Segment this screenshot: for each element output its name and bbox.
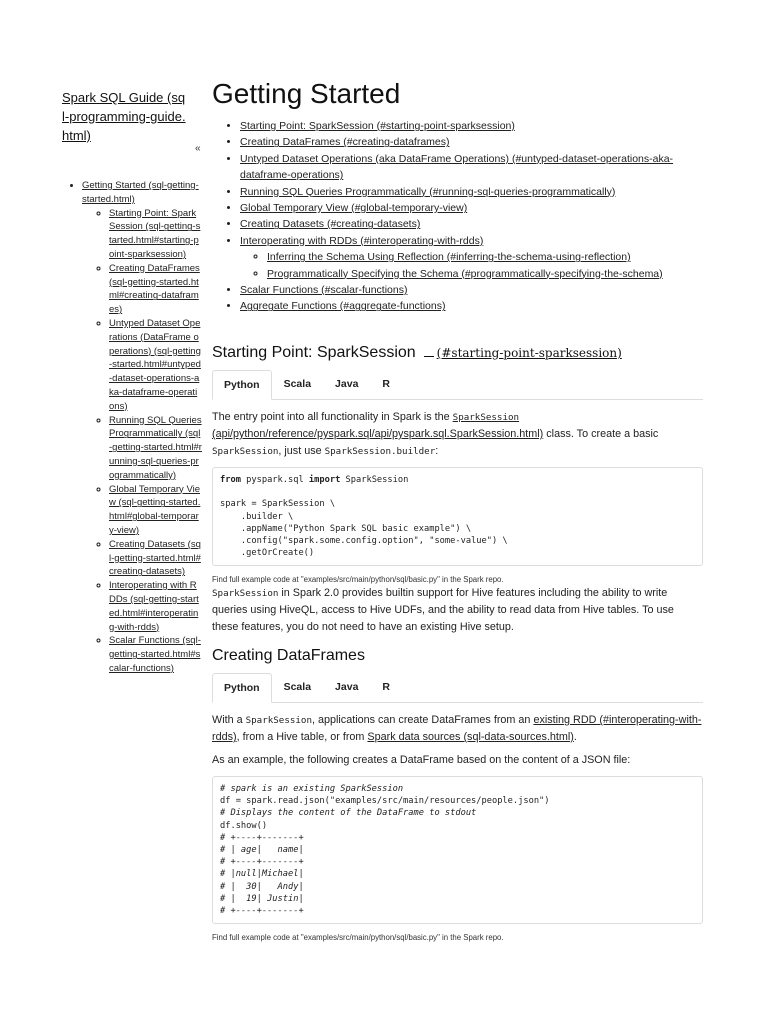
- text: :: [435, 445, 439, 457]
- page-toc-item: [240, 298, 703, 314]
- spark-sql-guide-link[interactable]: Spark SQL Guide (sql-programming-guide.html): [62, 90, 186, 143]
- example-source-note: Find full example code at "examples/src/main/python/sql/basic.py" in the Spark repo.: [212, 575, 504, 585]
- sidebar-link-creating-dataframes[interactable]: Creating DataFrames (sql-getting-started.html#creating-dataframes): [109, 262, 200, 316]
- link-text: (api/python/reference/pyspark.sql/api/pyspark.sql.SparkSession.html): [212, 428, 544, 440]
- page-toc-item: [240, 200, 703, 216]
- page-toc-item: [240, 134, 703, 150]
- sidebar-link-global-temp-view[interactable]: Global Temporary View (sql-getting-started.html#global-temporary-view): [109, 483, 201, 536]
- page-toc-item: [240, 233, 703, 282]
- sidebar-toc-subitem: [109, 262, 202, 317]
- page-toc-item: [240, 282, 703, 298]
- toc-link-aggregate-functions[interactable]: Aggregate Functions (#aggregate-functions): [240, 300, 446, 313]
- collapse-sidebar-icon[interactable]: «: [195, 143, 201, 154]
- tab-r[interactable]: R: [382, 681, 390, 693]
- inline-code: SparkSession: [452, 412, 520, 423]
- toc-link-untyped-operations[interactable]: Untyped Dataset Operations (aka DataFrame Operations) (#untyped-dataset-operations-aka-dataframe-operations): [240, 152, 674, 182]
- sidebar-toc-subitem: [109, 579, 202, 634]
- toc-link-programmatic-schema[interactable]: Programmatically Specifying the Schema (#programmatically-specifying-the-schema): [267, 267, 663, 280]
- tab-python[interactable]: Python: [212, 673, 272, 703]
- section-heading-text: Starting Point: SparkSession: [212, 344, 416, 361]
- sidebar-link-starting-point[interactable]: Starting Point: SparkSession (sql-getting-started.html#starting-point-sparksession): [109, 207, 201, 260]
- sidebar-toc-subitem: [109, 317, 202, 414]
- sidebar-toc-item: [82, 179, 202, 676]
- section-creating-dataframes: [212, 647, 703, 943]
- sidebar-toc: [62, 179, 202, 891]
- sidebar-link-getting-started[interactable]: Getting Started (sql-getting-started.html): [82, 180, 199, 205]
- text: , from a Hive table, or from: [236, 731, 368, 743]
- tab-r[interactable]: R: [382, 378, 390, 390]
- code-comment: # Displays the content of the DataFrame to stdout: [220, 808, 477, 819]
- section-heading-starting-point: [212, 344, 703, 362]
- page-toc-item: [240, 151, 703, 184]
- sidebar-link-scalar-functions[interactable]: Scalar Functions (sql-getting-started.html#scalar-functions): [109, 635, 201, 674]
- toc-link-creating-dataframes[interactable]: Creating DataFrames (#creating-dataframes): [240, 136, 450, 149]
- language-tabs: [212, 370, 703, 400]
- toc-link-creating-datasets[interactable]: Creating Datasets (#creating-datasets): [240, 218, 421, 231]
- text: .: [573, 731, 577, 743]
- sidebar-link-running-sql[interactable]: Running SQL Queries Programmatically (sql-getting-started.html#running-sql-queries-programmatically): [109, 414, 202, 481]
- inline-code: SparkSession: [245, 715, 312, 726]
- code-text: pyspark.sql: [240, 475, 309, 485]
- code-keyword: from: [220, 475, 241, 485]
- toc-link-scalar-functions[interactable]: Scalar Functions (#scalar-functions): [240, 284, 408, 297]
- code-text: spark = SparkSession \ .builder \ .appName("Python Spark SQL basic example") \ .config("spark.some.config.option", "some-value") \ .getOrCreate(): [220, 499, 508, 559]
- page-toc-item: [240, 118, 703, 134]
- data-sources-link[interactable]: Spark data sources (sql-data-sources.html): [367, 731, 574, 743]
- page-toc-item: [240, 184, 703, 200]
- text: With a: [212, 714, 246, 726]
- code-block-json-dataframe: [212, 776, 703, 924]
- page-toc-subitem: [267, 266, 703, 282]
- dataframes-paragraph: [212, 712, 703, 746]
- text: class. To create a basic: [543, 428, 659, 440]
- sidebar-toc-subitem: [109, 538, 202, 579]
- tab-python[interactable]: Python: [212, 370, 272, 400]
- code-block-sparksession: [212, 467, 703, 566]
- section-heading-creating-dataframes: Creating DataFrames: [212, 647, 365, 664]
- example-source-note: Find full example code at "examples/src/main/python/sql/basic.py" in the Spark repo.: [212, 933, 504, 943]
- inline-code: SparkSession.builder: [324, 446, 436, 457]
- text: The entry point into all functionality in Spark is the: [212, 411, 453, 423]
- code-text: SparkSession: [340, 475, 409, 485]
- intro-paragraph: [212, 409, 703, 460]
- tab-java[interactable]: Java: [335, 378, 359, 390]
- toc-link-global-temp-view[interactable]: Global Temporary View (#global-temporary-view): [240, 202, 468, 215]
- code-text: df = spark.read.json("examples/src/main/resources/people.json"): [220, 796, 550, 807]
- toc-link-running-sql[interactable]: Running SQL Queries Programmatically (#running-sql-queries-programmatically): [240, 185, 616, 198]
- sidebar-link-interoperating-rdds[interactable]: Interoperating with RDDs (sql-getting-started.html#interoperating-with-rdds): [109, 580, 199, 633]
- page-title: Getting Started: [212, 78, 401, 109]
- page-toc: [212, 118, 703, 315]
- toc-link-inferring-schema[interactable]: Inferring the Schema Using Reflection (#inferring-the-schema-using-reflection): [267, 251, 631, 264]
- sidebar-toc-subitem: [109, 634, 202, 675]
- json-example-paragraph: As an example, the following creates a DataFrame based on the content of a JSON file:: [212, 754, 631, 766]
- existing-rdd-link[interactable]: existing RDD (#interoperating-with-rdds): [212, 714, 702, 743]
- text: in Spark 2.0 provides builtin support for Hive features including the ability to write queries using HiveQL, access to Hive UDFs, and the ability to read data from Hive tables. To use these features, you do not need to have an existing Hive setup.: [212, 587, 674, 634]
- sidebar-link-creating-datasets[interactable]: Creating Datasets (sql-getting-started.html#creating-datasets): [109, 538, 201, 578]
- sidebar-toc-subitem: [109, 207, 202, 262]
- page-toc-item: [240, 216, 703, 232]
- anchor-underline: [424, 356, 434, 357]
- text: , applications can create DataFrames from an: [312, 714, 534, 726]
- section-starting-point: [212, 344, 703, 636]
- toc-link-interoperating-rdds[interactable]: Interoperating with RDDs (#interoperating-with-rdds): [240, 234, 484, 247]
- sidebar: [62, 88, 202, 891]
- sidebar-toc-subitem: [109, 483, 202, 538]
- text: , just use: [278, 445, 325, 457]
- code-keyword: import: [308, 475, 341, 485]
- heading-anchor-link[interactable]: [424, 346, 622, 360]
- code-text: df.show(): [220, 820, 268, 831]
- language-tabs: [212, 673, 703, 703]
- inline-code: SparkSession: [212, 588, 279, 600]
- hive-support-paragraph: [212, 585, 703, 636]
- sidebar-link-untyped-operations[interactable]: Untyped Dataset Operations (DataFrame operations) (sql-getting-started.html#untyped-dataset-operations-aka-dataframe-operations): [109, 317, 201, 412]
- page-toc-subitem: [267, 249, 703, 265]
- tab-scala[interactable]: Scala: [283, 681, 312, 693]
- toc-link-starting-point[interactable]: Starting Point: SparkSession (#starting-point-sparksession): [240, 120, 515, 132]
- sidebar-toc-subitem: [109, 414, 202, 483]
- tab-scala[interactable]: Scala: [283, 378, 312, 390]
- anchor-text: (#starting-point-sparksession): [436, 346, 622, 360]
- tab-java[interactable]: Java: [335, 681, 359, 693]
- code-comment: # spark is an existing SparkSession: [220, 784, 404, 794]
- main-content: [212, 76, 703, 943]
- inline-code: SparkSession: [212, 446, 279, 457]
- code-output-table: # +----+-------+ # | age| name| # +----+-------+ # |null|Michael| # | 30| Andy| # | 19| Justin| # +----+-------+: [220, 832, 304, 917]
